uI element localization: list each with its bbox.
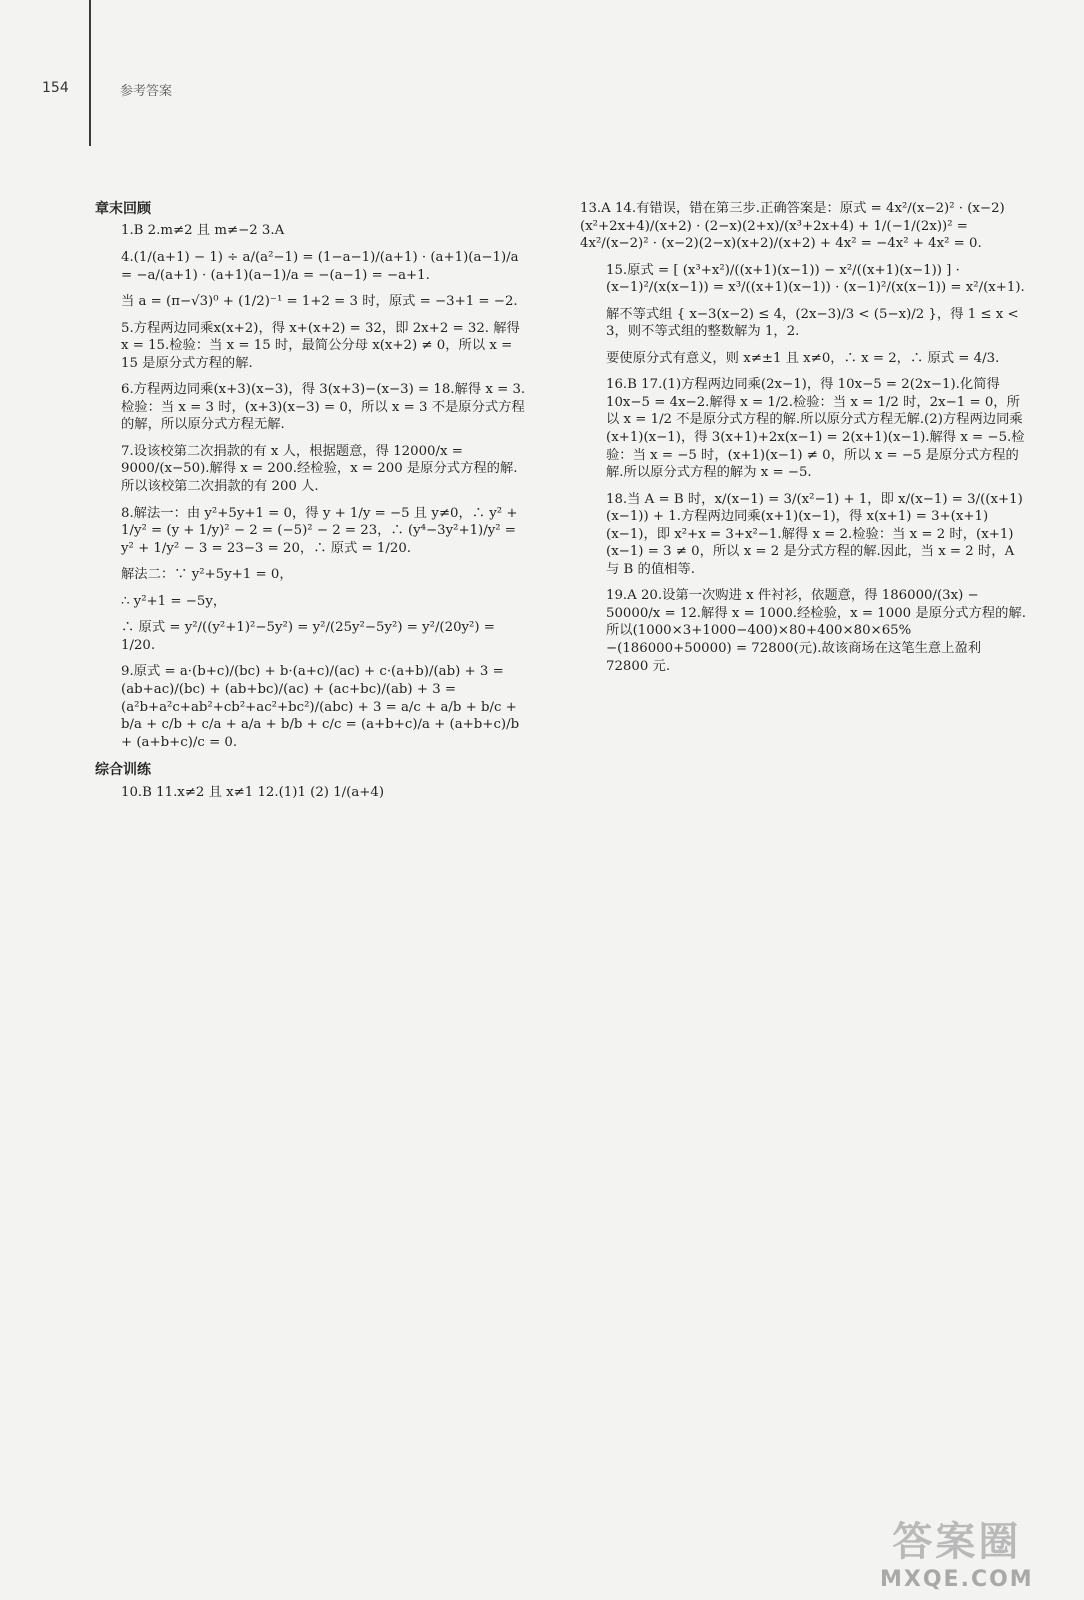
answer-8-method-2: 解法二：∵ y²+5y+1 = 0，: [121, 567, 293, 583]
answer-16-17: 16.B 17.(1)方程两边同乘(2x−1)，得 10x−5 = 2(2x−1).化简得 10x−5 = 4x−2.解得 x = 1/2.检验：当 x = 1/2 时，2x−1 = 0，所以 x = 1/2 不是原分式方程的解.所以原分式方程无解.(2)方程两边同乘(x+1)(x−1)，得 3(x+1)+2x(x−1) = 2(x+1)(x−1).解得 x = −5.检验：当 x = −5 时，(x+1)(x−1) ≠ 0，所以 x = −5 是原分式方程的解.所以原分式方程的解为 x = −5.: [606, 377, 1025, 481]
page-number: 154: [42, 80, 69, 96]
answer-5: 5.方程两边同乘x(x+2)，得 x+(x+2) = 32，即 2x+2 = 32. 解得 x = 15.检验：当 x = 15 时，最简公分母 x(x+2) ≠ 0，所以 x = 15 是原分式方程的解.: [121, 320, 520, 371]
answer-13-14: 13.A 14.有错误，错在第三步.正确答案是：原式 = 4x²/(x−2)² · (x−2)(x²+2x+4)/(x+2) · (2−x)(2+x)/(x³+2x+4) + 1/(−1/(2x))² = 4x²/(x−2)² · (x−2)(2−x)(x+2)/(x+2) + 4x² = −4x² + 4x² = 0.: [580, 201, 1005, 252]
header-rule: [89, 0, 91, 146]
watermark-logo: [880, 1510, 1034, 1592]
answer-18: 18.当 A = B 时，x/(x−1) = 3/(x²−1) + 1，即 x/(x−1) = 3/((x+1)(x−1)) + 1.方程两边同乘(x+1)(x−1)，得 x(x+1) = 3+(x+1)(x−1)，即 x²+x = 3+x²−1.解得 x = 2.检验：当 x = 2 时，(x+1)(x−1) = 3 ≠ 0，所以 x = 2 是分式方程的解.因此，当 x = 2 时，A 与 B 的值相等.: [606, 491, 1023, 577]
answer-8-step-3: ∴ 原式 = y²/((y²+1)²−5y²) = y²/(25y²−5y²) = y²/(20y²) = 1/20.: [121, 620, 495, 653]
answer-9: 9.原式 = a·(b+c)/(bc) + b·(a+c)/(ac) + c·(a+b)/(ab) + 3 = (ab+ac)/(bc) + (ab+bc)/(ac) + (ac+bc)/(ab) + 3 = (a²b+a²c+ab²+cb²+ac²+bc²)/(abc) + 3 = a/c + a/b + b/c + b/a + c/b + c/a + a/a + b/b + c/c = (a+b+c)/a + (a+b+c)/b + (a+b+c)/c = 0.: [121, 664, 520, 750]
running-head: 参考答案: [120, 84, 173, 99]
answer-15-inequality: 解不等式组 { x−3(x−2) ≤ 4，(2x−3)/3 < (5−x)/2 }，得 1 ≤ x < 3，则不等式组的整数解为 1，2.: [606, 306, 1019, 340]
right-column: [580, 200, 1026, 684]
answer-6: 6.方程两边同乘(x+3)(x−3)，得 3(x+3)−(x−3) = 18.解得 x = 3.检验：当 x = 3 时，(x+3)(x−3) = 0，所以 x = 3 不是原分式方程的解，所以原分式方程无解.: [121, 382, 526, 433]
section-heading-review: 章末回顾: [95, 201, 151, 217]
left-column: [95, 200, 527, 810]
answer-15-result: 要使原分式有意义，则 x≠±1 且 x≠0，∴ x = 2，∴ 原式 = 4/3.: [606, 350, 1000, 366]
answer-8-step-2: ∴ y²+1 = −5y，: [121, 593, 227, 609]
answer-8-method-1: 8.解法一：由 y²+5y+1 = 0，得 y + 1/y = −5 且 y≠0，∴ y² + 1/y² = (y + 1/y)² − 2 = (−5)² − 2 = 23，∴ (y⁴−3y²+1)/y² = y² + 1/y² − 3 = 23−3 = 20，∴ 原式 = 1/20.: [121, 505, 518, 556]
watermark-title: 答案圈: [892, 1519, 1022, 1565]
answer-19-20: 19.A 20.设第一次购进 x 件衬衫，依题意，得 186000/(3x) − 50000/x = 12.解得 x = 1000.经检验，x = 1000 是原分式方程的解.所以(1000×3+1000−400)×80+400×80×65%−(186000+50000) = 72800(元).故该商场在这笔生意上盈利 72800 元.: [606, 588, 1026, 674]
watermark-url: MXQE.COM: [880, 1567, 1034, 1592]
answer-7: 7.设该校第二次捐款的有 x 人，根据题意，得 12000/x = 9000/(x−50).解得 x = 200.经检验，x = 200 是原分式方程的解.所以该校第二次捐款的有 200 人.: [121, 443, 518, 495]
answer-4-eval: 当 a = (π−√3)⁰ + (1/2)⁻¹ = 1+2 = 3 时，原式 = −3+1 = −2.: [121, 294, 518, 310]
answer-15: 15.原式 = [ (x³+x²)/((x+1)(x−1)) − x²/((x+1)(x−1)) ] · (x−1)²/(x(x−1)) = x³/((x+1)(x−1)) · (x−1)²/(x(x−1)) = x²/(x+1).: [606, 262, 1025, 296]
section-heading-practice: 综合训练: [95, 762, 151, 779]
answer-10-12: 10.B 11.x≠2 且 x≠1 12.(1)1 (2) 1/(a+4): [121, 784, 385, 800]
answer-4: 4.(1/(a+1) − 1) ÷ a/(a²−1) = (1−a−1)/(a+1) · (a+1)(a−1)/a = −a/(a+1) · (a+1)(a−1)/a = −(a−1) = −a+1.: [121, 250, 519, 283]
answer-1-3: 1.B 2.m≠2 且 m≠−2 3.A: [121, 223, 285, 239]
